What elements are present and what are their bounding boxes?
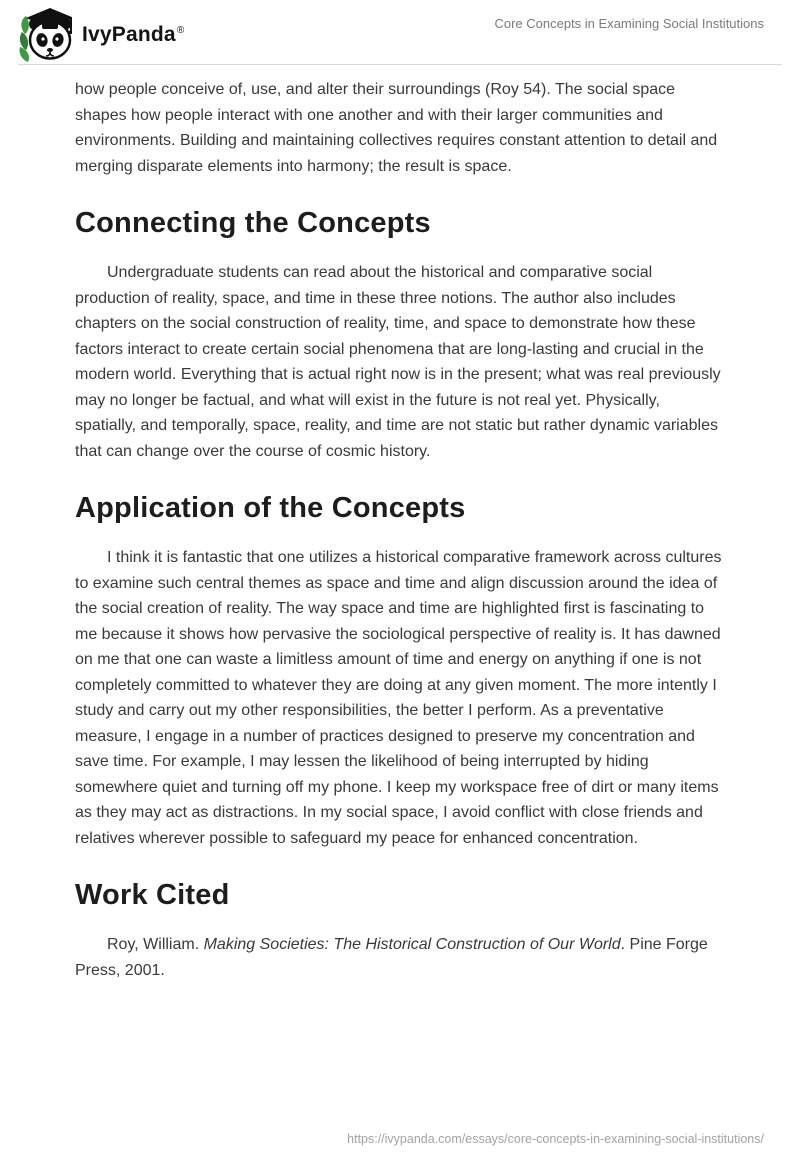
page-header xyxy=(0,0,800,64)
section-heading-connecting: Connecting the Concepts xyxy=(75,207,431,239)
citation-publisher: . Pine Forge Press, 2001. xyxy=(75,936,708,979)
document-body xyxy=(0,65,800,983)
ivypanda-logo[interactable] xyxy=(18,6,184,64)
logo-text xyxy=(82,23,184,47)
section-paragraph: Undergraduate students can read about the historical and comparative social production of reality, space, and time in these three notions. The author also includes chapters on the social construction of reality, time, and space to demonstrate how these factors interact to create certain social phenomena that are long-lasting and crucial in the modern world. Everything that is actual right now is in the present; what was real previously may no longer be factual, and what will exist in the future is not real yet. Physically, spatially, and temporally, space, reality, and time are not static but rather dynamic variables that can change over the course of cosmic history. xyxy=(75,264,721,460)
section-heading-work-cited: Work Cited xyxy=(75,879,230,911)
document-title: Core Concepts in Examining Social Institutions xyxy=(494,16,764,31)
section-heading-application: Application of the Concepts xyxy=(75,492,466,524)
citation-title: Making Societies: The Historical Construction of Our World xyxy=(203,936,621,953)
citation-paragraph xyxy=(75,932,722,983)
registered-mark: ® xyxy=(176,25,185,36)
citation-author: Roy, William. xyxy=(107,936,204,953)
panda-graduation-icon xyxy=(18,6,72,64)
section-paragraph: I think it is fantastic that one utilizes a historical comparative framework across cultures to examine such central themes as space and time and align discussion around the idea of the social creation of reality. The way space and time are highlighted first is fascinating to me because it shows how pervasive the sociological perspective of reality is. It has dawned on me that one can waste a limitless amount of time and energy on anything if one is not completely committed to whatever they are doing at any given moment. The more intently I study and carry out my other responsibilities, the better I perform. As a preventative measure, I engage in a number of practices designed to preserve my concentration and save time. For example, I may lessen the likelihood of being interrupted by hiding somewhere quiet and turning off my phone. I keep my workspace free of dirt or many items as they may act as distractions. In my social space, I avoid conflict with close friends and relatives wherever possible to safeguard my peace for enhanced concentration. xyxy=(75,549,722,847)
source-url[interactable]: https://ivypanda.com/essays/core-concepts-in-examining-social-institutions/ xyxy=(347,1132,764,1146)
intro-paragraph: how people conceive of, use, and alter their surroundings (Roy 54). The social space shapes how people interact with one another and with their larger communities and environments. Building and maintaining collectives requires constant attention to detail and merging disparate elements into harmony; the result is space. xyxy=(75,81,718,175)
logo-wordmark: IvyPanda xyxy=(82,23,176,46)
